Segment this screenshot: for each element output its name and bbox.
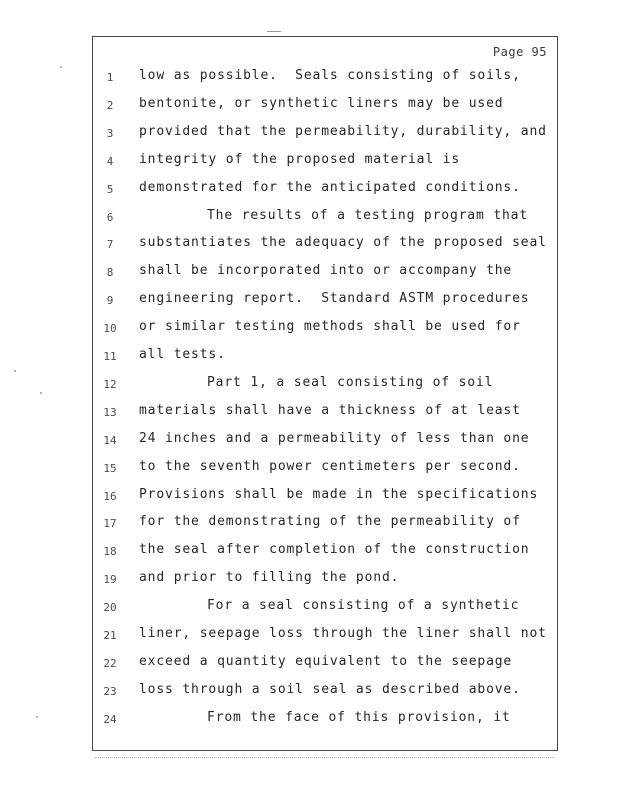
line-number: 10 xyxy=(103,322,117,336)
line-number: 1 xyxy=(106,71,114,84)
transcript-line xyxy=(93,290,557,318)
transcript-line xyxy=(93,653,557,681)
transcript-line xyxy=(93,430,557,458)
transcript-line xyxy=(93,541,557,569)
line-number: 20 xyxy=(103,601,117,615)
line-number: 13 xyxy=(103,405,117,419)
transcript-line xyxy=(93,123,557,151)
line-number: 17 xyxy=(103,517,117,531)
transcript-line xyxy=(93,709,557,737)
line-number: 3 xyxy=(106,126,114,140)
line-number: 6 xyxy=(106,210,114,224)
line-text: all tests. xyxy=(139,347,226,362)
transcript-line xyxy=(93,151,557,179)
line-number: 23 xyxy=(103,684,117,698)
transcript-line xyxy=(93,402,557,430)
scan-speck xyxy=(36,716,38,718)
line-number: 2 xyxy=(106,98,114,112)
line-text: bentonite, or synthetic liners may be used xyxy=(139,95,504,111)
transcript-line xyxy=(93,625,557,653)
line-number: 15 xyxy=(103,461,117,475)
line-text: engineering report. Standard ASTM procedures xyxy=(139,291,530,307)
line-number: 16 xyxy=(103,489,117,503)
line-number: 22 xyxy=(103,656,117,670)
transcript-line xyxy=(93,569,557,597)
transcript-line xyxy=(93,67,557,95)
transcript-line xyxy=(93,207,557,235)
transcript-line xyxy=(93,346,557,374)
transcript-page xyxy=(92,36,558,751)
line-number: 11 xyxy=(103,350,117,363)
line-text: integrity of the proposed material is xyxy=(139,151,461,167)
line-text: Part 1, a seal consisting of soil xyxy=(207,374,494,390)
transcript-line xyxy=(93,486,557,514)
line-number: 12 xyxy=(103,377,117,391)
line-text: exceed a quantity equivalent to the seepage xyxy=(139,653,513,669)
line-number: 7 xyxy=(106,238,114,252)
line-text: The results of a testing program that xyxy=(207,207,529,223)
scan-speck xyxy=(14,370,16,372)
line-number: 21 xyxy=(103,629,117,642)
line-text: materials shall have a thickness of at least xyxy=(139,402,521,418)
line-text: to the seventh power centimeters per second. xyxy=(139,458,521,474)
line-text: From the face of this provision, it xyxy=(207,709,511,725)
transcript-line xyxy=(93,318,557,346)
line-text: the seal after completion of the construction xyxy=(139,542,530,558)
line-text: 24 inches and a permeability of less than one xyxy=(139,430,530,446)
line-text: For a seal consisting of a synthetic xyxy=(207,598,520,614)
line-number: 4 xyxy=(106,154,114,168)
line-text: liner, seepage loss through the liner shall not xyxy=(139,626,547,641)
transcript-line xyxy=(93,597,557,625)
line-text: for the demonstrating of the permeability of xyxy=(139,514,521,530)
line-number: 5 xyxy=(106,182,114,196)
transcript-line xyxy=(93,95,557,123)
scan-speck xyxy=(40,392,42,394)
transcript-line xyxy=(93,374,557,402)
line-text: Provisions shall be made in the specifications xyxy=(139,486,539,502)
line-number: 8 xyxy=(106,266,114,280)
line-text: and prior to filling the pond. xyxy=(139,570,400,586)
scan-speck xyxy=(60,66,62,68)
transcript-line xyxy=(93,513,557,541)
line-text: loss through a soil seal as described above. xyxy=(139,681,521,697)
transcript-line xyxy=(93,262,557,290)
line-number: 14 xyxy=(103,433,117,447)
scan-noise xyxy=(95,757,555,760)
page-number: Page 95 xyxy=(492,45,547,59)
line-number: 18 xyxy=(103,545,117,559)
transcript-line xyxy=(93,234,557,262)
line-text: shall be incorporated into or accompany the xyxy=(139,263,513,279)
line-text: or similar testing methods shall be used for xyxy=(139,319,521,335)
line-text: low as possible. Seals consisting of soils, xyxy=(139,68,521,83)
line-text: provided that the permeability, durability, and xyxy=(139,123,547,139)
transcript-line xyxy=(93,179,557,207)
transcript-line xyxy=(93,458,557,486)
transcript-line xyxy=(93,681,557,709)
line-number: 19 xyxy=(103,573,117,587)
line-text: demonstrated for the anticipated conditions. xyxy=(139,179,521,195)
scan-speck xyxy=(267,31,281,32)
line-number: 9 xyxy=(106,294,114,308)
line-number: 24 xyxy=(103,712,117,726)
line-text: substantiates the adequacy of the proposed seal xyxy=(139,235,547,251)
